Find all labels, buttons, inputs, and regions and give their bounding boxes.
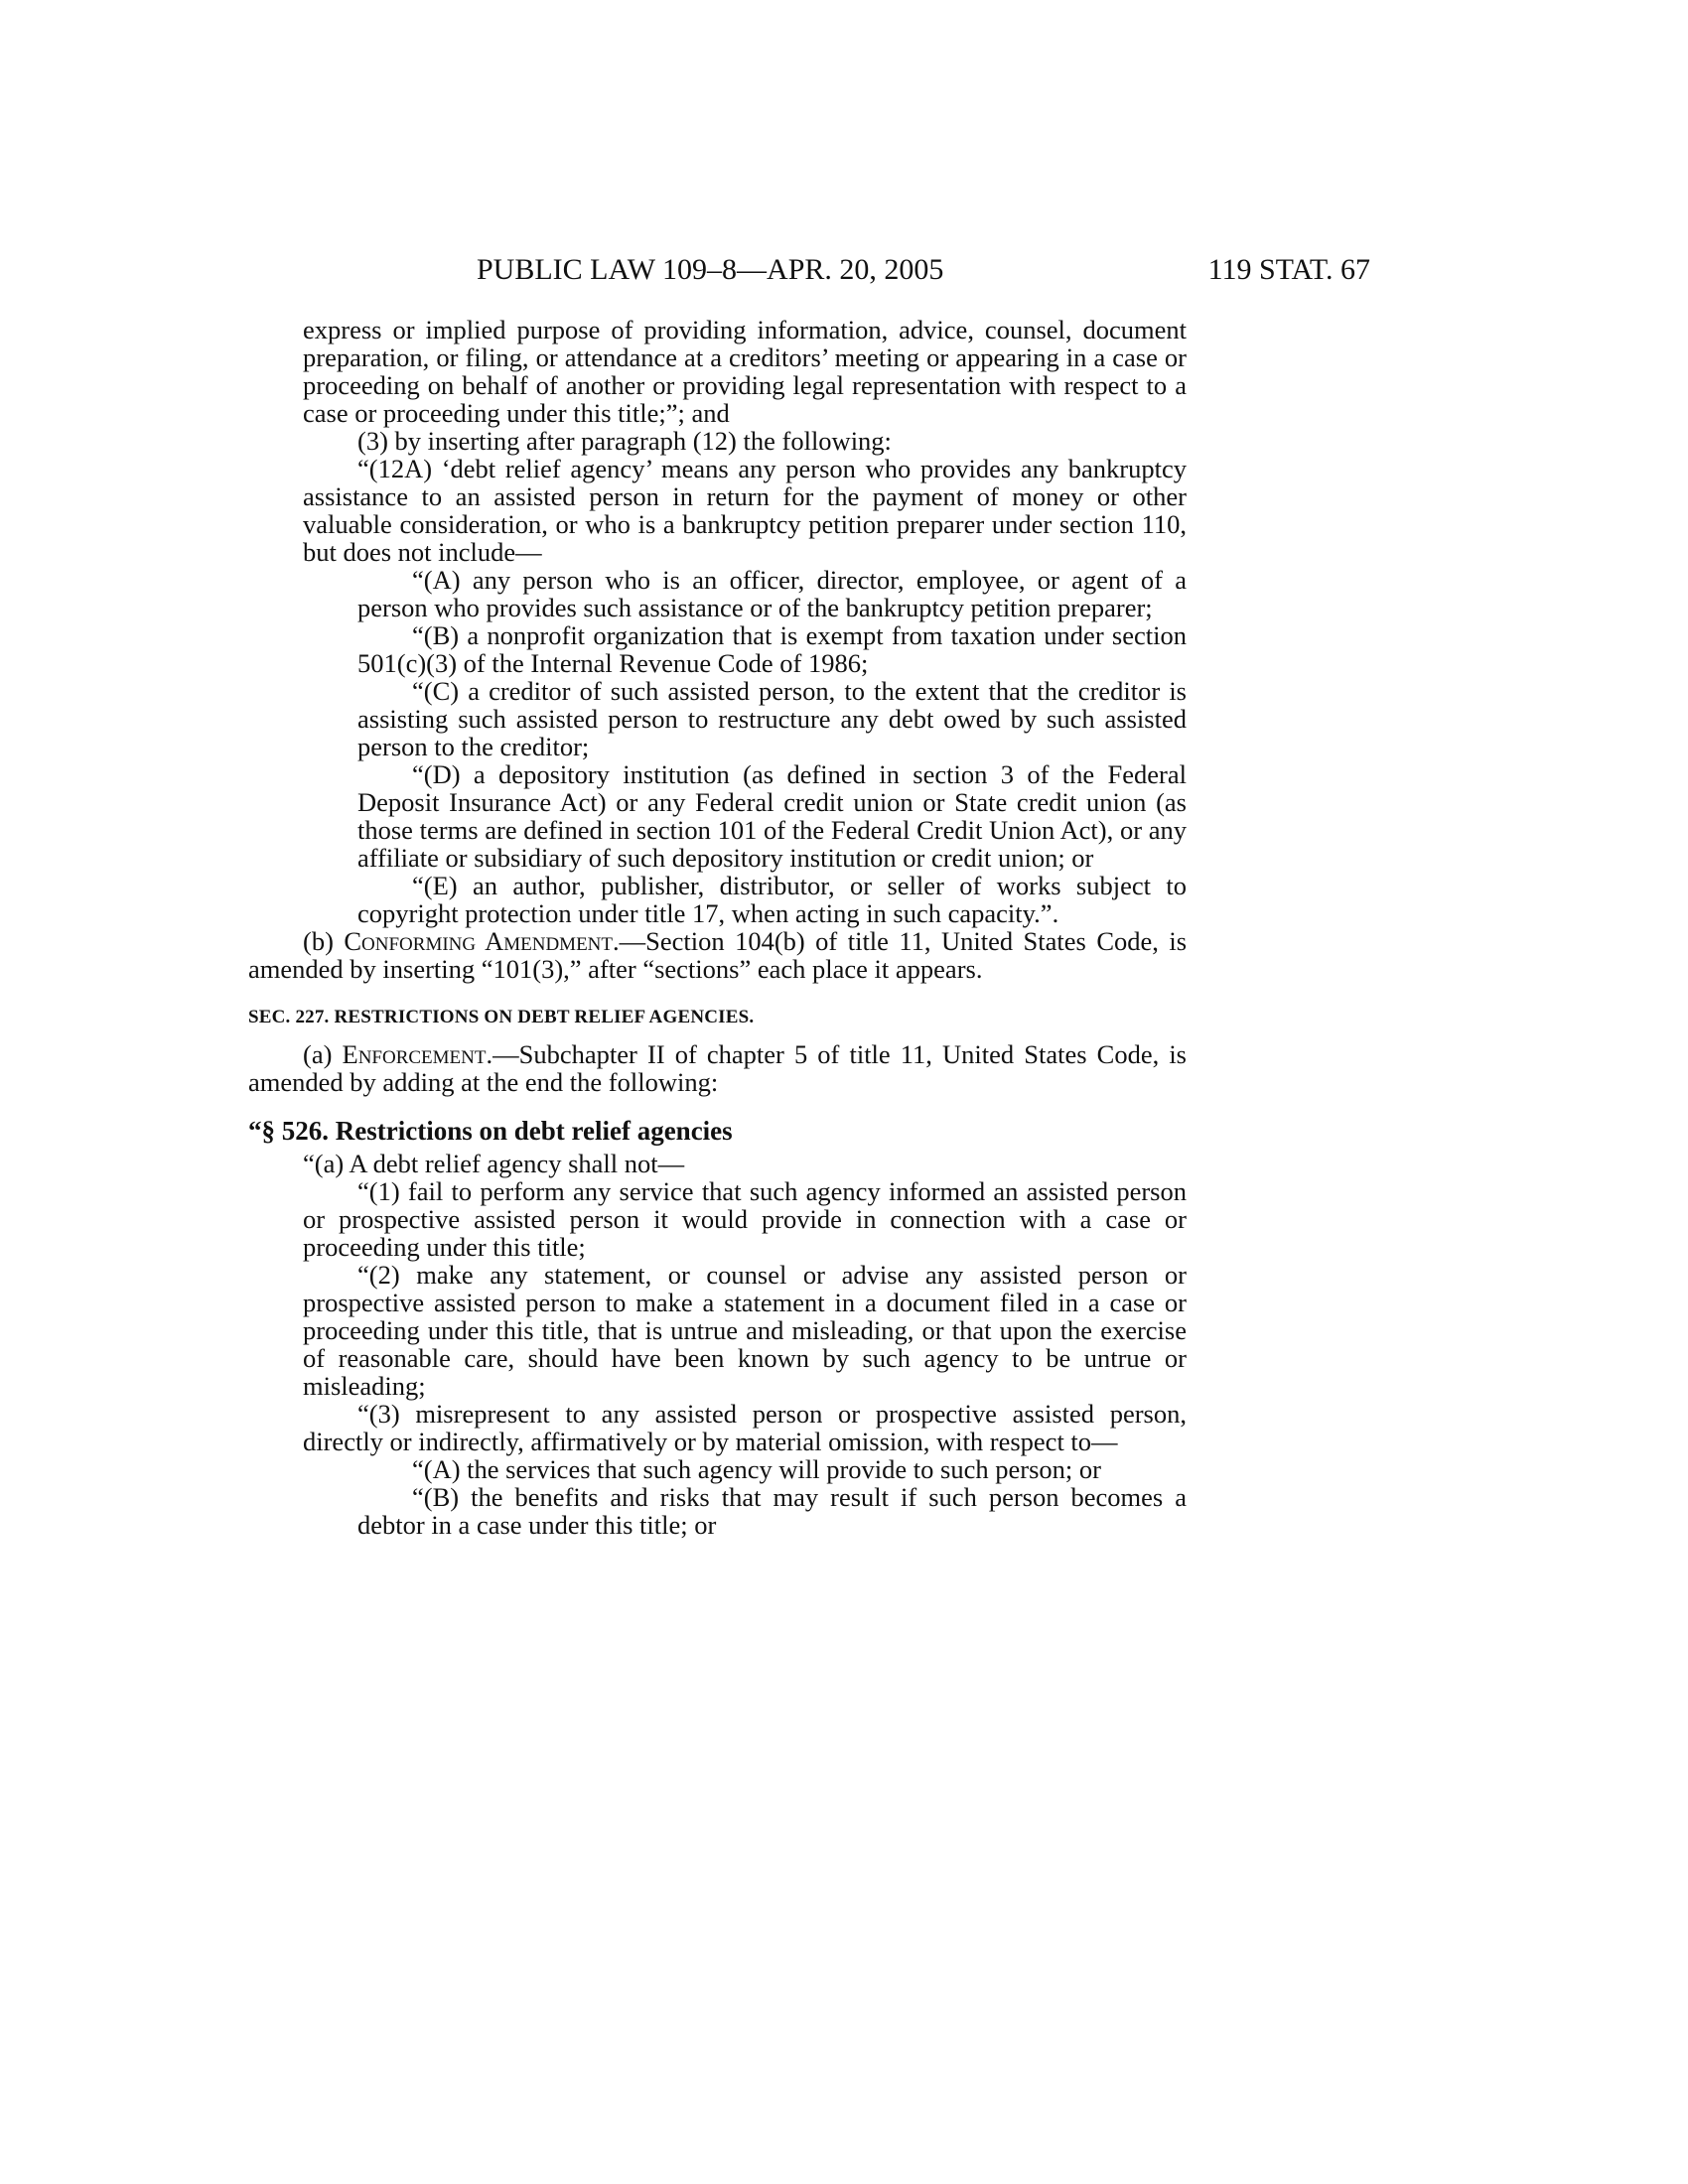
paragraph-label: Conforming Amendment — [344, 926, 614, 956]
header-title: PUBLIC LAW 109–8—APR. 20, 2005 — [477, 253, 944, 286]
paragraph-rest: .—Subchapter II of chapter 5 of title 11, United States Code, is amended by adding at the end the following: — [248, 1039, 1187, 1097]
subsection-heading: “§ 526. Restrictions on debt relief agencies — [248, 1116, 733, 1146]
section-heading: SEC. 227. RESTRICTIONS ON DEBT RELIEF AGENCIES. — [248, 1007, 755, 1027]
body-text — [248, 315, 1188, 1540]
paragraph: “(a) A debt relief agency shall not— — [303, 1149, 685, 1178]
paragraph-prefix: (b) — [303, 926, 345, 956]
paragraph: “(B) the benefits and risks that may result if such person becomes a debtor in a case under this title; or — [357, 1482, 1187, 1540]
paragraph: “(A) any person who is an officer, director, employee, or agent of a person who provides such assistance or of the bankruptcy petition preparer; — [357, 565, 1187, 622]
paragraph: “(3) misrepresent to any assisted person or prospective assisted person, directly or indirectly, affirmatively or by material omission, with respect to— — [303, 1399, 1187, 1456]
paragraph: “(1) fail to perform any service that such agency informed an assisted person or prospective assisted person it would provide in connection with a case or proceeding under this title; — [303, 1176, 1187, 1262]
paragraph-label: Enforcement — [342, 1039, 487, 1069]
paragraph: “(2) make any statement, or counsel or advise any assisted person or prospective assisted person to make a statement in a document filed in a case or proceeding under this title, that is untrue and misleading, or that upon the exercise of reasonable care, should have been known by such agency to be untrue or misleading; — [303, 1260, 1187, 1401]
paragraph: “(E) an author, publisher, distributor, or seller of works subject to copyright protection under title 17, when acting in such capacity.”. — [357, 871, 1187, 928]
paragraph-rest: .—Section 104(b) of title 11, United States Code, is amended by inserting “101(3),” after “sections” each place it appears. — [248, 926, 1188, 984]
paragraph-conforming-amendment — [248, 927, 1187, 983]
paragraph: “(B) a nonprofit organization that is exempt from taxation under section 501(c)(3) of the Internal Revenue Code of 1986; — [357, 620, 1187, 678]
header-page-ref: 119 STAT. 67 — [1207, 253, 1370, 286]
paragraph: “(12A) ‘debt relief agency’ means any person who provides any bankruptcy assistance to an assisted person in return for the payment of money or other valuable consideration, or who is a bankruptcy petition preparer under section 110, but does not include— — [303, 454, 1187, 567]
paragraph: “(A) the services that such agency will provide to such person; or — [412, 1454, 1101, 1484]
paragraph-enforcement — [248, 1040, 1187, 1096]
paragraph: “(C) a creditor of such assisted person, to the extent that the creditor is assisting such assisted person to restructure any debt owed by such assisted person to the creditor; — [357, 676, 1187, 761]
paragraph: express or implied purpose of providing information, advice, counsel, document preparation, or filing, or attendance at a creditors’ meeting or appearing in a case or proceeding on behalf of another or providing legal representation with respect to a case or proceeding under this title;”; and — [303, 315, 1187, 428]
paragraph-prefix: (a) — [303, 1039, 343, 1069]
paragraph: “(D) a depository institution (as defined in section 3 of the Federal Deposit Insurance Act) or any Federal credit union or State credit union (as those terms are defined in section 101 of the Federal Credit Union Act), or any affiliate or subsidiary of such depository institution or credit union; or — [357, 759, 1187, 873]
running-head — [357, 250, 1370, 290]
paragraph: (3) by inserting after paragraph (12) the following: — [357, 426, 892, 456]
